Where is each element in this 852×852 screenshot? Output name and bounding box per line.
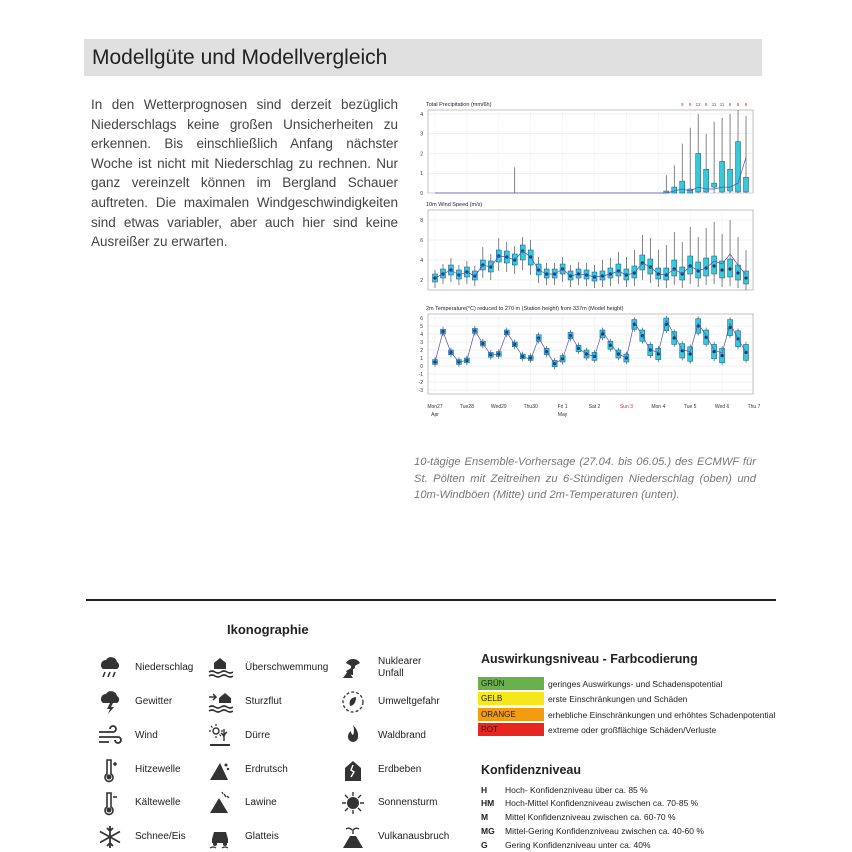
legend-item-avalanche: Lawine (207, 789, 277, 817)
drought-icon (207, 723, 233, 749)
y-tick-label: 2 (420, 151, 423, 158)
ensemble-count-label: 9 (680, 102, 684, 107)
y-tick-label: 3 (420, 131, 423, 138)
confidence-row: H Hoch- Konfidenzniveau über ca. 85 % (481, 785, 648, 795)
coldwave-icon (97, 790, 123, 816)
y-tick-label: 0 (420, 364, 423, 370)
earthquake-icon (340, 757, 366, 783)
ensemble-count-label: 9 (744, 102, 748, 107)
chart-panel (420, 202, 754, 290)
chart-panel (420, 102, 754, 197)
legend-item-flash-flood: Sturzflut (207, 688, 282, 716)
snowflake-icon (97, 824, 123, 850)
impact-level-row: ROT extreme oder großflächige Schäden/Verluste (478, 723, 716, 736)
panel-title: Total Precipitation (mm/6h) (426, 102, 492, 108)
legend-item-environment-hazard: Umweltgefahr (340, 688, 440, 716)
x-tick-label: Tue 5 (683, 404, 697, 410)
median-point (720, 268, 723, 271)
heatwave-icon (97, 757, 123, 783)
impact-level-row: ORANGE erhebliche Einschränkungen und erhöhtes Schadenpotential (478, 708, 775, 721)
y-tick-label: 1 (420, 356, 423, 362)
y-tick-label: 1 (420, 171, 423, 178)
chart-panel (419, 306, 754, 394)
divider (86, 599, 776, 601)
legend-item-coldwave: Kältewelle (97, 789, 181, 817)
legend-item-flood: Überschwemmung (207, 654, 328, 682)
y-tick-label: 2 (420, 348, 423, 354)
median-point (720, 354, 723, 357)
panel-title: 2m Temperature(°C) reduced to 270 m (Station height) from 337m (Model height) (426, 306, 624, 312)
flash-flood-icon (207, 689, 233, 715)
ensemble-box (672, 187, 677, 193)
ensemble-box (728, 169, 733, 191)
y-tick-label: 4 (420, 111, 423, 118)
ensemble-box (680, 181, 685, 193)
legend-item-thunderstorm: Gewitter (97, 688, 172, 716)
impact-swatch-green: GRÜN (478, 677, 544, 690)
ensemble-box (736, 142, 741, 192)
legend-item-nuclear: Nuklearer Unfall (340, 654, 430, 682)
nuclear-icon (340, 655, 366, 681)
ensemble-count-label: 12 (695, 102, 701, 107)
y-tick-label: 4 (420, 332, 423, 338)
environment-hazard-icon (340, 689, 366, 715)
section-header (84, 39, 762, 76)
landslide-icon (207, 757, 233, 783)
month-label: May (557, 412, 568, 418)
y-tick-label: 5 (420, 324, 423, 330)
y-tick-label: 8 (420, 218, 423, 224)
thunderstorm-icon (97, 689, 123, 715)
ensemble-count-label: 11 (711, 102, 717, 107)
x-tick-label: Thu 7 (747, 404, 760, 410)
x-tick-label: Fri 1 (557, 404, 568, 410)
median-point (713, 264, 716, 267)
wind-icon (97, 723, 123, 749)
impact-swatch-orange: ORANGE (478, 708, 544, 721)
intro-paragraph: In den Wetterprognosen sind derzeit bezüglich Niederschlags keine großen Unsicherheiten zu erkennen. Bis einschließlich Anfang nächster Woche ist nicht mit Niederschlag zu rechnen. Nur ganz vereinzelt können im Bergland Schauer auftreten. Die maximalen Windgeschwindigkeiten sind etwas variabler, aber auch hier sind keine Ausreißer zu erwarten. (91, 97, 398, 250)
panel-title: 10m Wind Speed (m/s) (426, 202, 483, 208)
confidence-row: HM Hoch-Mittel Konfidenzniveau zwischen ca. 70-85 % (481, 798, 699, 808)
x-tick-label: Sat 2 (588, 404, 601, 410)
x-tick-label: Sun 3 (619, 404, 633, 410)
ensemble-count-label: 11 (719, 102, 725, 107)
legend-item-black-ice: Glatteis (207, 823, 279, 851)
x-tick-label: Thu30 (523, 404, 538, 410)
legend-item-wildfire: Waldbrand (340, 722, 426, 750)
impact-swatch-yellow: GELB (478, 692, 544, 705)
impact-levels-title: Auswirkungsniveau - Farbcodierung (481, 652, 698, 666)
impact-level-row: GELB erste Einschränkungen und Schäden (478, 692, 687, 705)
y-tick-label: 0 (420, 191, 423, 197)
legend-item-earthquake: Erdbeben (340, 756, 421, 784)
y-tick-label: 6 (420, 316, 423, 322)
ensemble-chart (408, 98, 760, 424)
solar-storm-icon (340, 790, 366, 816)
x-tick-label: Wed 6 (714, 404, 730, 410)
legend-item-heatwave: Hitzewelle (97, 756, 181, 784)
y-tick-label: -1 (418, 372, 423, 378)
avalanche-icon (207, 790, 233, 816)
figure-caption: 10-tägige Ensemble-Vorhersage (27.04. bis 06.05.) des ECMWF für St. Pölten mit Zeitreihen zu 6-Stündigen Niederschlag (oben) und 10m-Windböen (Mitte) und 2m-Temperaturen (unten). (414, 456, 756, 501)
x-tick-label: Mon27 (427, 404, 443, 410)
legend-item-solar-storm: Sonnensturm (340, 789, 437, 817)
x-tick-label: Mon 4 (651, 404, 666, 410)
iconography-title: Ikonographie (227, 622, 309, 637)
x-tick-label: Tue28 (459, 404, 474, 410)
y-tick-label: 2 (420, 278, 423, 284)
legend-item-snow: Schnee/Eis (97, 823, 186, 851)
confidence-row: M Mittel Konfidenzniveau zwischen ca. 60-70 % (481, 812, 676, 822)
median-point (736, 271, 739, 274)
flood-icon (207, 655, 233, 681)
legend-item-volcano: Vulkanausbruch (340, 823, 449, 851)
legend-item-wind: Wind (97, 722, 158, 750)
ensemble-count-label: 9 (728, 102, 732, 107)
ensemble-box (712, 183, 717, 187)
ensemble-box (696, 153, 701, 192)
ensemble-count-label: 9 (688, 102, 692, 107)
legend-item-drought: Dürre (207, 722, 270, 750)
ensemble-count-label: 9 (736, 102, 740, 107)
confidence-row: MG Mittel-Gering Konfidenzniveau zwischen ca. 40-60 % (481, 826, 704, 836)
median-point (657, 352, 660, 355)
legend-item-landslide: Erdrutsch (207, 756, 288, 784)
month-label: Apr (431, 412, 439, 418)
y-tick-label: 3 (420, 340, 423, 346)
median-point (744, 276, 747, 279)
y-tick-label: -3 (418, 388, 423, 394)
volcano-icon (340, 824, 366, 850)
rain-icon (97, 655, 123, 681)
confidence-title: Konfidenzniveau (481, 763, 582, 777)
impact-swatch-red: ROT (478, 723, 544, 736)
confidence-row: G Gering Konfidenzniveau unter ca. 40% (481, 840, 651, 850)
wildfire-icon (340, 723, 366, 749)
black-ice-icon (207, 824, 233, 850)
y-tick-label: 4 (420, 258, 423, 264)
x-tick-label: Wed29 (490, 404, 507, 410)
ensemble-forecast-figure (408, 98, 760, 424)
section-title: Modellgüte und Modellvergleich (92, 46, 388, 69)
legend-item-rain: Niederschlag (97, 654, 193, 682)
impact-level-row: GRÜN geringes Auswirkungs- und Schadenspotential (478, 677, 722, 690)
median-point (728, 267, 731, 270)
median-point (689, 352, 692, 355)
ensemble-box (744, 177, 749, 192)
ensemble-count-label: 9 (704, 102, 708, 107)
y-tick-label: -2 (418, 380, 423, 386)
y-tick-label: 6 (420, 238, 423, 244)
